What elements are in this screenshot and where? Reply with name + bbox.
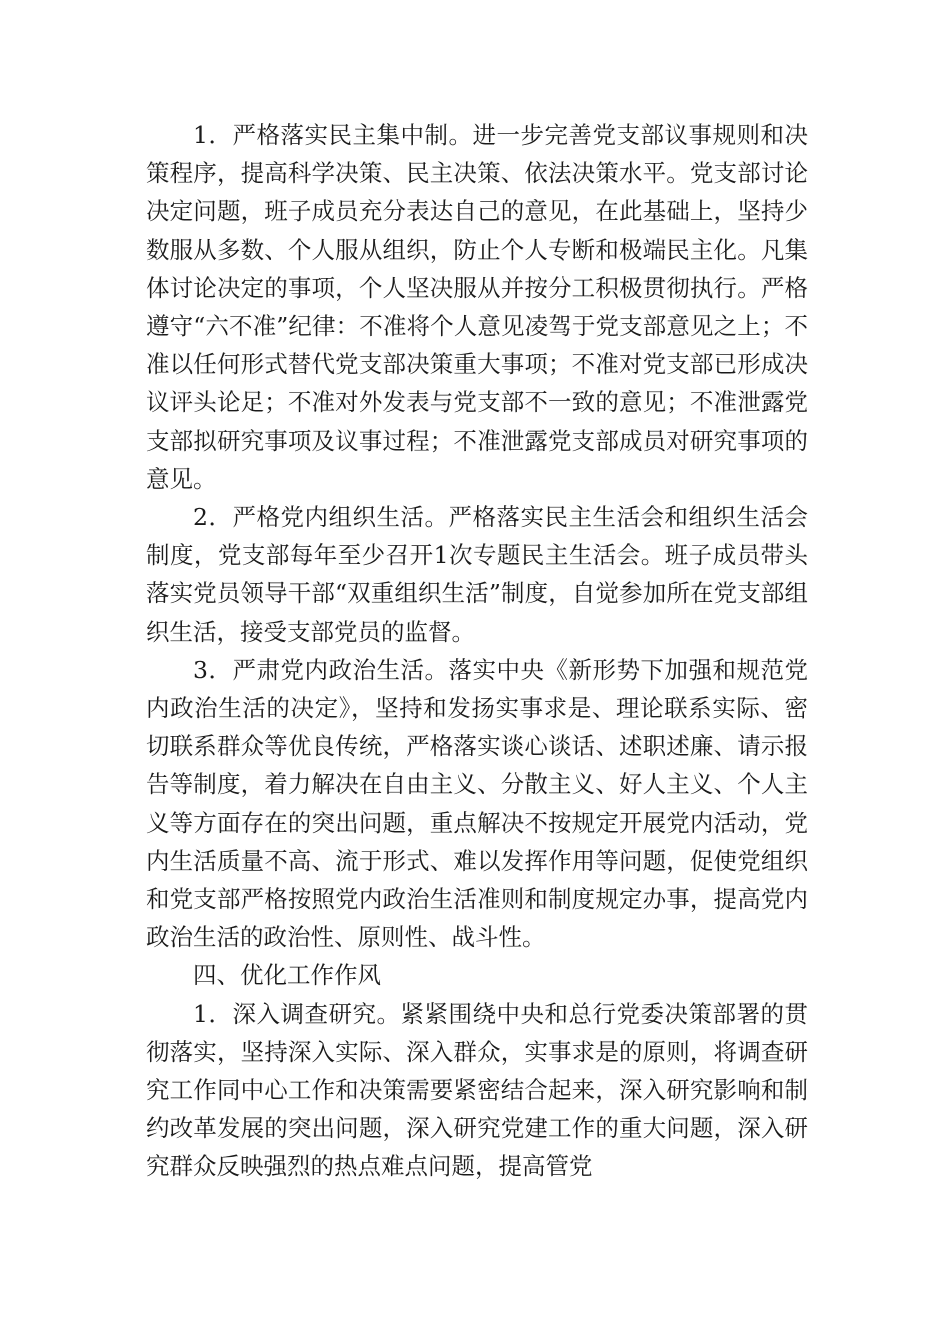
section-heading-work-style: 四、优化工作作风: [193, 961, 381, 990]
paragraph-democratic-centralism: 1．严格落实民主集中制。进一步完善党支部议事规则和决策程序，提高科学决策、民主决策、依法决策水平。党支部讨论决定问题，班子成员充分表达自己的意见，在此基础上，坚持少数服从多数、个人服从组织，防止个人专断和极端民主化。凡集体讨论决定的事项，个人坚决服从并按分工积极贯彻执行。严格遵守“六不准”纪律：不准将个人意见凌驾于党支部意见之上；不准以任何形式替代党支部决策重大事项；不准对党支部已形成决议评头论足；不准对外发表与党支部不一致的意见；不准泄露党支部拟研究事项及议事过程；不准泄露党支部成员对研究事项的意见。: [146, 121, 808, 493]
paragraph-organizational-life: 2．严格党内组织生活。严格落实民主生活会和组织生活会制度，党支部每年至少召开1次专题民主生活会。班子成员带头落实党员领导干部“双重组织生活”制度，自觉参加所在党支部组织生活，接受支部党员的监督。: [146, 503, 808, 646]
paragraph-investigation-research: 1．深入调查研究。紧紧围绕中央和总行党委决策部署的贯彻落实，坚持深入实际、深入群众，实事求是的原则，将调查研究工作同中心工作和决策需要紧密结合起来，深入研究影响和制约改革发展的突出问题，深入研究党建工作的重大问题，深入研究群众反映强烈的热点难点问题，提高管党: [146, 999, 808, 1181]
paragraph-political-life: 3．严肃党内政治生活。落实中央《新形势下加强和规范党内政治生活的决定》，坚持和发扬实事求是、理论联系实际、密切联系群众等优良传统，严格落实谈心谈话、述职述廉、请示报告等制度，着力解决在自由主义、分散主义、好人主义、个人主义等方面存在的突出问题，重点解决不按规定开展党内活动，党内生活质量不高、流于形式、难以发挥作用等问题，促使党组织和党支部严格按照党内政治生活准则和制度规定办事，提高党内政治生活的政治性、原则性、战斗性。: [146, 655, 808, 952]
document-page: [146, 116, 808, 1186]
